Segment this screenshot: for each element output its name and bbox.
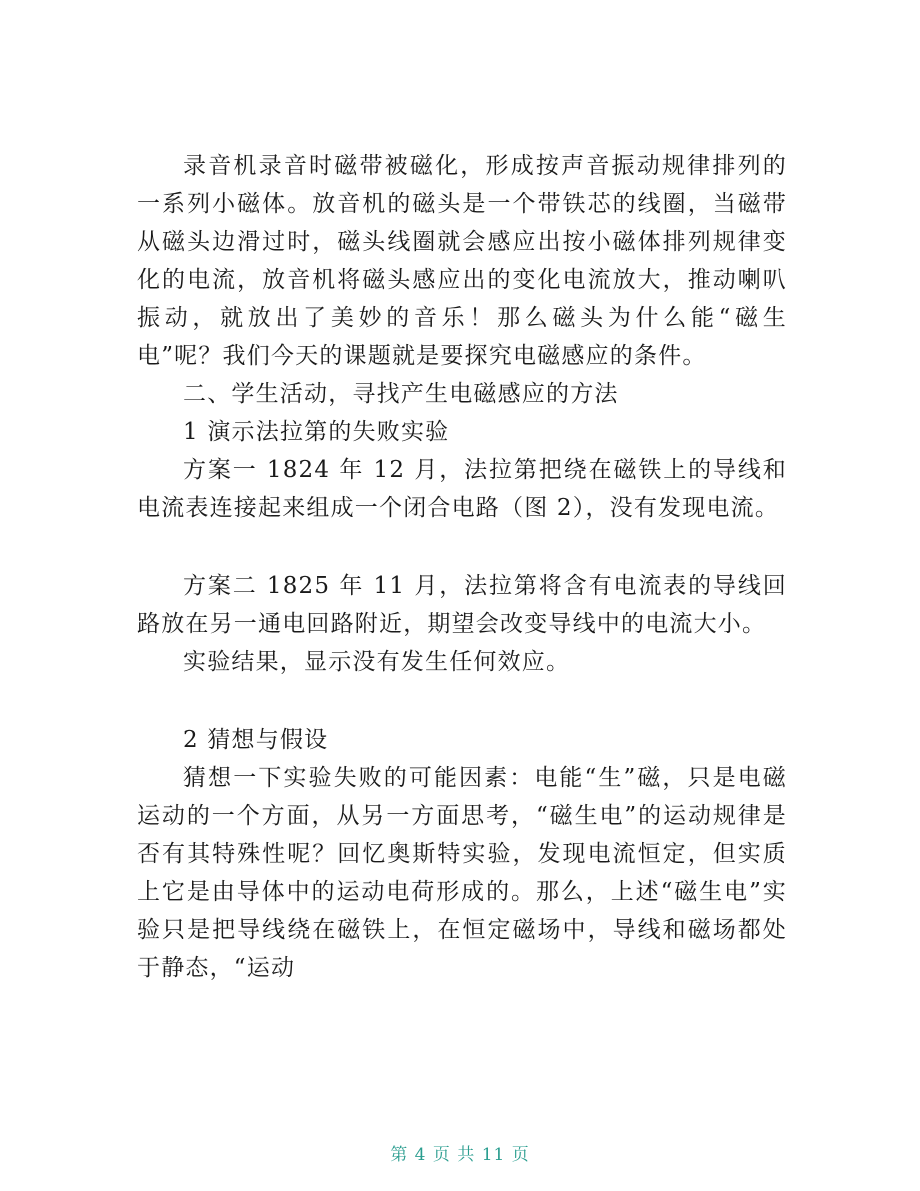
page-body	[137, 147, 787, 987]
section-heading-student-activity: 二、学生活动，寻找产生电磁感应的方法	[183, 381, 619, 407]
paragraph-intro: 录音机录音时磁带被磁化，形成按声音振动规律排列的一系列小磁体。放音机的磁头是一个带铁芯的线圈，当磁带从磁头边滑过时，磁头线圈就会感应出按小磁体排列规律变化的电流，放音机将磁头感应出的变化电流放大，推动喇叭振动，就放出了美妙的音乐！那么磁头为什么能“磁生电”呢？我们今天的课题就是要探究电磁感应的条件。	[137, 153, 787, 369]
subsection-heading-hypothesis: 2 猜想与假设	[183, 727, 329, 753]
paragraph-hypothesis: 猜想一下实验失败的可能因素：电能“生”磁，只是电磁运动的一个方面，从另一方面思考，“磁生电”的运动规律是否有其特殊性呢？回忆奥斯特实验，发现电流恒定，但实质上它是由导体中的运动电荷形成的。那么，上述“磁生电”实验只是把导线绕在磁铁上，在恒定磁场中，导线和磁场都处于静态，“运动	[137, 765, 787, 981]
paragraph-plan-two: 方案二 1825 年 11 月，法拉第将含有电流表的导线回路放在另一通电回路附近，期望会改变导线中的电流大小。	[137, 573, 787, 637]
page-number-footer: 第 4 页 共 11 页	[390, 1145, 530, 1165]
spacer	[137, 527, 787, 567]
spacer	[137, 681, 787, 721]
paragraph-plan-one: 方案一 1824 年 12 月，法拉第把绕在磁铁上的导线和电流表连接起来组成一个闭合电路（图 2），没有发现电流。	[137, 457, 787, 521]
subsection-heading-faraday-experiment: 1 演示法拉第的失败实验	[183, 419, 450, 445]
paragraph-result: 实验结果，显示没有发生任何效应。	[183, 649, 571, 675]
